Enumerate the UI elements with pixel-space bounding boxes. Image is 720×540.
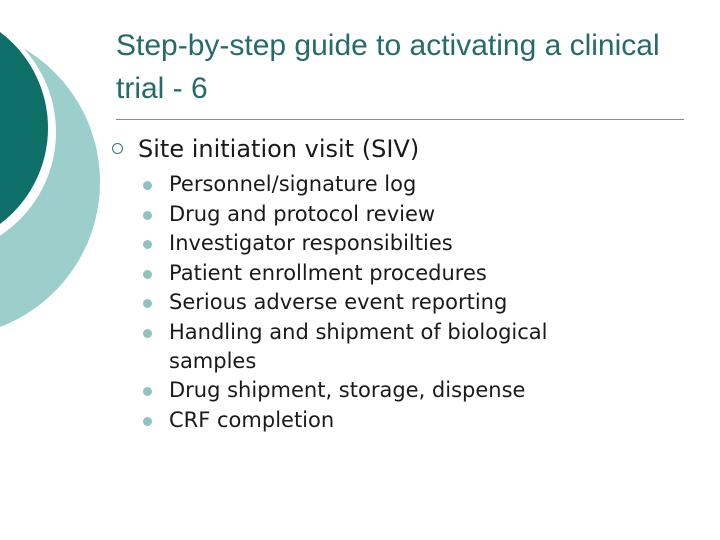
sub-bullet-list: [143, 170, 683, 435]
list-item: [143, 318, 629, 376]
list-item-text: Patient enrollment procedures: [169, 260, 487, 285]
list-item: [143, 376, 683, 405]
dot-bullet-icon: [143, 181, 152, 190]
white-ring: [0, 8, 56, 256]
main-bullet: [112, 131, 682, 167]
dot-bullet-icon: [143, 387, 152, 396]
main-bullet-text: Site initiation visit (SIV): [138, 135, 420, 163]
title-divider: [116, 119, 684, 120]
dot-bullet-icon: [143, 329, 152, 338]
list-item: [143, 200, 683, 229]
list-item-text: Handling and shipment of biological samples: [169, 319, 548, 373]
slide-title: Step-by-step guide to activating a clinical trial - 6: [116, 29, 660, 105]
list-item: [143, 229, 683, 258]
list-item: [143, 170, 683, 199]
list-item-text: Investigator responsibilties: [169, 231, 453, 255]
dot-bullet-icon: [143, 299, 152, 308]
list-item: [143, 406, 683, 435]
list-item: [143, 288, 683, 317]
dot-bullet-icon: [143, 270, 152, 279]
dark-teal-circle: [0, 8, 48, 248]
light-teal-circle: [0, 27, 100, 337]
list-item: [143, 259, 683, 288]
list-item-text: Personnel/signature log: [169, 172, 417, 196]
dot-bullet-icon: [143, 417, 152, 426]
dot-bullet-icon: [143, 240, 152, 249]
hollow-circle-bullet-icon: [112, 143, 123, 154]
dot-bullet-icon: [143, 211, 152, 220]
list-item-text: Drug shipment, storage, dispense: [169, 378, 526, 402]
list-item-text: Drug and protocol review: [169, 201, 436, 226]
list-item-text: Serious adverse event reporting: [169, 290, 508, 314]
list-item-text: CRF completion: [169, 407, 335, 432]
